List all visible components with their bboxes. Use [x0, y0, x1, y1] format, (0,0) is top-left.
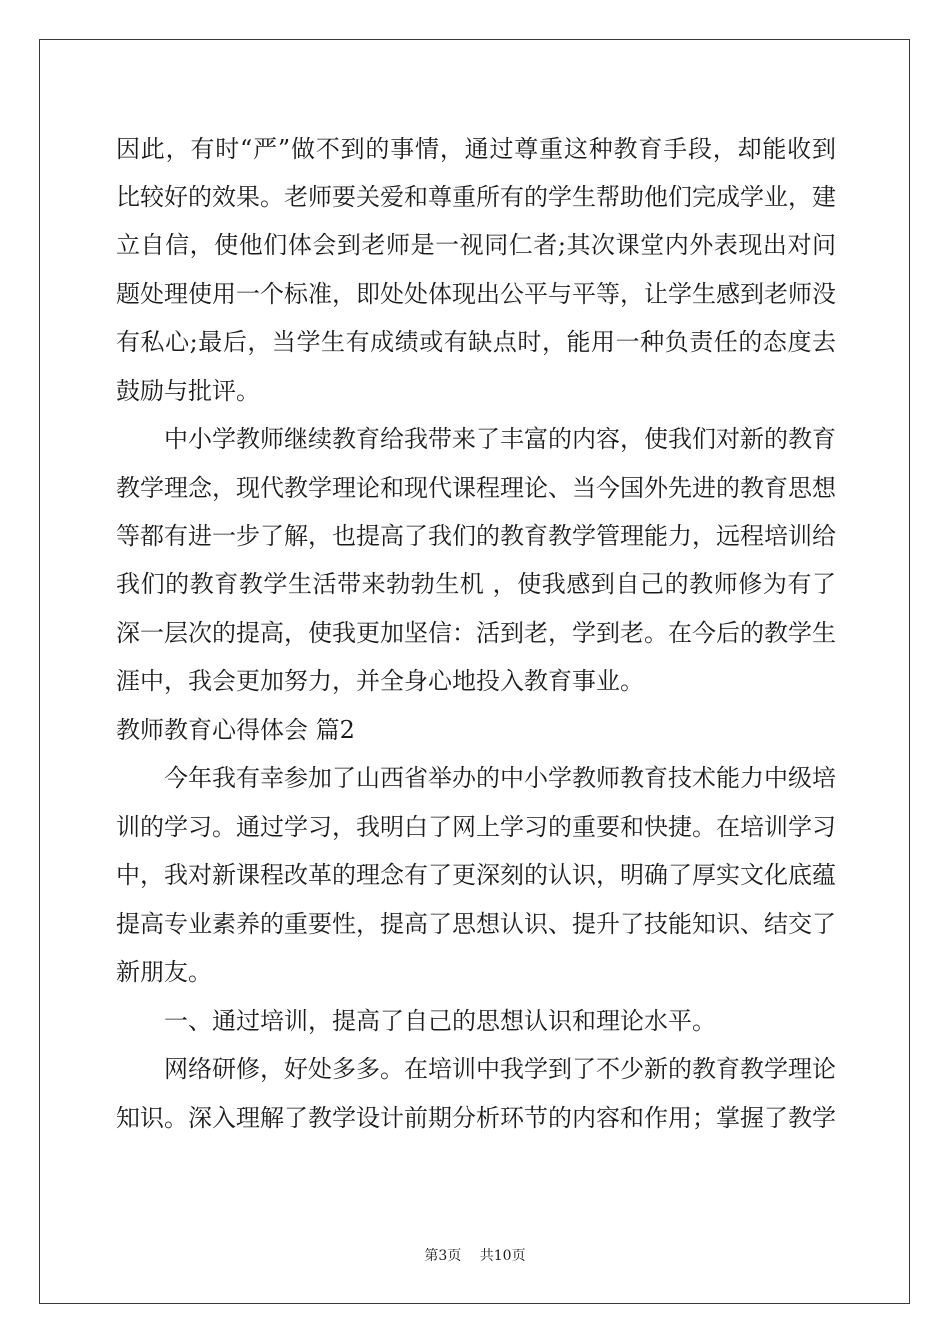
text-line: 题处理使用一个标准，即处处体现出公平与平等，让学生感到老师没	[116, 280, 836, 308]
text-line: 因此，有时“严”做不到的事情，通过尊重这种教育手段，却能收到	[116, 135, 836, 163]
text-line: 网络研修，好处多多。在培训中我学到了不少新的教育教学理论	[116, 1055, 836, 1083]
text-line: 今年我有幸参加了山西省举办的中小学教师教育技术能力中级培	[116, 764, 836, 792]
text-line: 鼓励与批评。	[116, 377, 260, 405]
text-line: 教学理念，现代教学理论和现代课程理论、当今国外先进的教育思想	[116, 474, 836, 502]
text-line: 知识。深入理解了教学设计前期分析环节的内容和作用；掌握了教学	[116, 1104, 836, 1132]
text-line: 等都有进一步了解，也提高了我们的教育教学管理能力，远程培训给	[116, 522, 836, 550]
section-heading: 教师教育心得体会 篇2	[116, 716, 355, 744]
text-line: 中小学教师继续教育给我带来了丰富的内容，使我们对新的教育	[116, 425, 836, 453]
text-line: 新朋友。	[116, 958, 212, 986]
text-line: 训的学习。通过学习，我明白了网上学习的重要和快捷。在培训学习	[116, 813, 836, 841]
text-line: 我们的教育教学生活带来勃勃生机 ，使我感到自己的教师修为有了	[116, 570, 836, 598]
text-line: 中，我对新课程改革的理念有了更深刻的认识，明确了厚实文化底蕴	[116, 861, 836, 889]
text-line: 有私心;最后，当学生有成绩或有缺点时，能用一种负责任的态度去	[116, 328, 836, 356]
page-number-footer: 第3页 共10页	[424, 1248, 526, 1264]
text-line: 深一层次的提高，使我更加坚信：活到老，学到老。在今后的教学生	[116, 619, 836, 647]
text-line: 立自信，使他们体会到老师是一视同仁者;其次课堂内外表现出对问	[116, 231, 836, 259]
text-line: 比较好的效果。老师要关爱和尊重所有的学生帮助他们完成学业，建	[116, 183, 836, 211]
text-line: 涯中，我会更加努力，并全身心地投入教育事业。	[116, 667, 644, 695]
text-line: 一、通过培训，提高了自己的思想认识和理论水平。	[116, 1007, 716, 1035]
text-line: 提高专业素养的重要性，提高了思想认识、提升了技能知识、结交了	[116, 910, 836, 938]
